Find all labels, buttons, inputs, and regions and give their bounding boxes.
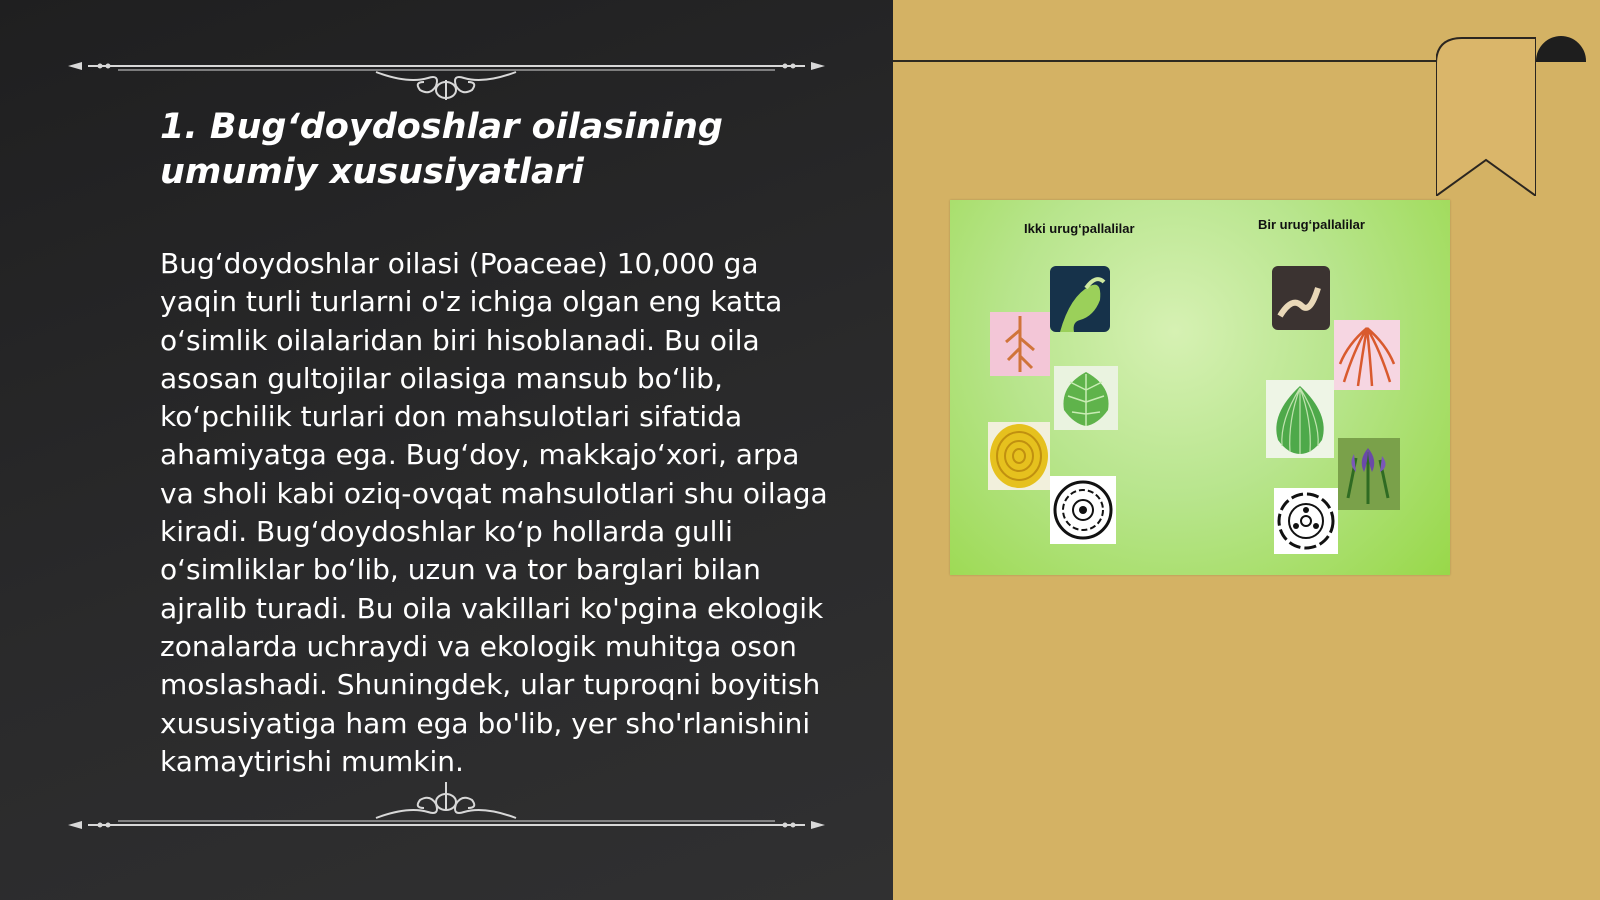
dicot-seedling-icon (1050, 266, 1110, 332)
bookmark-ribbon-icon (1436, 36, 1536, 196)
monocot-seedling-icon (1272, 266, 1330, 330)
dicot-flower-diagram-icon (1050, 476, 1116, 544)
net-veined-leaf-icon (1054, 366, 1118, 430)
monocot-flower-diagram-icon (1274, 488, 1338, 554)
parallel-veined-leaf-icon (1266, 380, 1334, 458)
iris-flower-icon (1338, 438, 1400, 510)
fibrous-root-icon (1334, 320, 1400, 390)
slide-body-text: Bug‘doydoshlar oilasi (Poaceae) 10,000 ga yaqin turli turlarni o'z ichiga olgan eng katta o‘simlik oilalaridan biri hisoblanadi. Bu oila asosan gultojilar oilasiga mansub bo‘lib, ko‘pchilik turlari don mahsulotlari sifatida ahamiyatga ega. Bug‘doy, makkajo‘xori, arpa va sholi kabi oziq-ovqat mahsulotlari shu oilaga kiradi. Bug‘doydoshlar ko‘p hollarda gulli o‘simliklar bo‘lib, uzun va tor barglari bilan ajralib turadi. Bu oila vakillari ko'pgina ekologik zonalarda uchraydi va ekologik muhitga oson moslashadi. Shuningdek, ular tuproqni boyitish xususiyatiga ham ega bo'lib, yer sho'rlanishini kamaytirishi mumkin. (160, 247, 828, 778)
dicot-label: Ikki urug‘pallalilar (1024, 221, 1135, 236)
monocot-label: Bir urug‘pallalilar (1258, 217, 1365, 232)
ornament-border-bottom-icon (68, 780, 825, 840)
header-line (893, 60, 1438, 62)
taproot-icon (990, 312, 1050, 376)
ornament-border-top-icon (68, 40, 825, 100)
stem-cross-section-icon (988, 422, 1050, 490)
slide-title: 1. Bug‘doydoshlar oilasining umumiy xususiyatlari (160, 107, 723, 192)
plant-comparison-image (950, 200, 1450, 575)
